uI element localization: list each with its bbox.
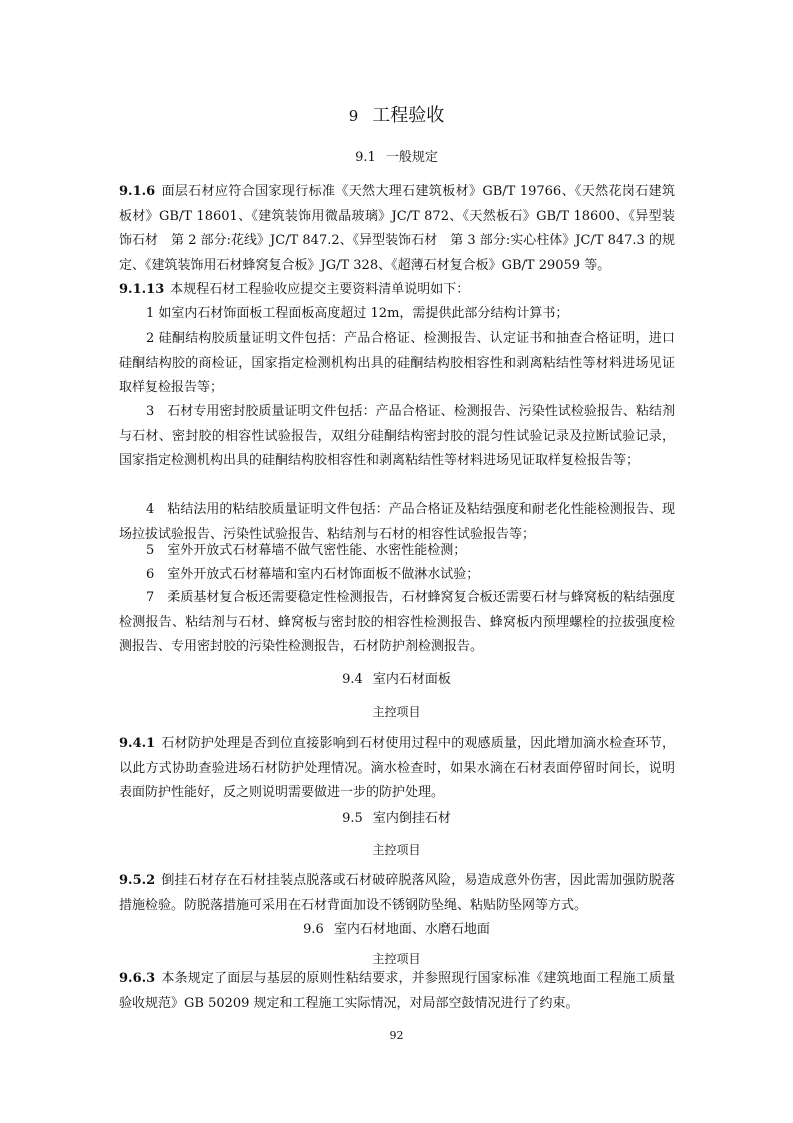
list-item-3: 3 石材专用密封胶质量证明文件包括：产品合格证、检测报告、污染性试检验报告、粘结剂与石材、密封胶的相容性试验报告，双组分硅酮结构密封胶的混匀性试验记录及拉断试验记录，国家指定检测机构出具的硅酮结构胶相容性和剥离粘结性等材料进场见证取样复检报告等； [119,404,675,469]
chapter-number: 9 [348,107,359,125]
page-number: 92 [389,1029,404,1042]
list-item-7: 7 柔质基材复合板还需要稳定性检测报告，石材蜂窝复合板还需要石材与蜂窝板的粘结强度检测报告、粘结剂与石材、蜂窝板与密封胶的相容性检测报告、蜂窝板内预埋螺栓的拉拔强度检测报告、专用密封胶的污染性检测报告，石材防护剂检测报告。 [119,590,675,655]
clause-9-1-13 [119,278,675,303]
section-title-text: 一般规定 [385,150,438,165]
section-number: 9.1 [355,150,376,165]
subsection-title: 主控项目 [372,705,421,719]
list-item-2: 2 硅酮结构胶质量证明文件包括：产品合格证、检测报告、认定证书和抽查合格证明，进口硅酮结构胶的商检证，国家指定检测机构出具的硅酮结构胶相容性和剥离粘结性等材料进场见证取样复检报告等； [119,331,675,396]
clause-number: 9.1.6 [119,184,156,199]
clause-9-1-6 [119,180,675,278]
chapter-title [0,104,793,128]
clause-number: 9.1.13 [119,282,165,297]
subsection-title: 主控项目 [372,843,421,857]
section-title-9-1 [0,149,793,167]
chapter-title-text: 工程验收 [372,105,445,126]
clause-text: 本规程石材工程验收应提交主要资料清单说明如下： [170,282,470,297]
subsection-title: 主控项目 [372,952,421,966]
section-number: 9.5 [342,811,363,826]
section-number: 9.4 [342,672,363,687]
section-title-9-6 [0,921,793,939]
section-title-text: 室内倒挂石材 [372,811,451,826]
clause-number: 9.6.3 [119,971,156,986]
clause-9-6-3 [119,967,675,1016]
clause-number: 9.4.1 [119,736,156,751]
section-title-text: 室内石材面板 [372,672,451,687]
section-title-9-4 [0,671,793,689]
clause-text: 倒挂石材存在石材挂装点脱落或石材破碎脱落风险，易造成意外伤害，因此需加强防脱落措施检验。防脱落措施可采用在石材背面加设不锈钢防坠绳、粘贴防坠网等方式。 [119,873,675,913]
clause-9-5-2 [119,869,675,918]
clause-text: 面层石材应符合国家现行标准《天然大理石建筑板材》GB/T 19766、《天然花岗石建筑板材》GB/T 18601、《建筑装饰用微晶玻璃》JC/T 872、《天然板石》GB/T 18600、《异型装饰石材 第 2 部分:花线》JC/T 847.2、《异型装饰石材 第 3 部分:实心柱体》JC/T 847.3 的规定、《建筑装饰用石材蜂窝复合板》JG/T 328、《超薄石材复合板》GB/T 29059 等。 [119,184,675,273]
section-title-text: 室内石材地面、水磨石地面 [333,922,490,937]
clause-number: 9.5.2 [119,873,156,888]
list-item-5: 5 室外开放式石材幕墙不做气密性能、水密性能检测； [146,543,467,558]
section-number: 9.6 [303,922,324,937]
section-title-9-5 [0,810,793,828]
list-item-1: 1 如室内石材饰面板工程面板高度超过 12m，需提供此部分结构计算书； [146,306,569,321]
clause-text: 本条规定了面层与基层的原则性粘结要求，并参照现行国家标准《建筑地面工程施工质量验收规范》GB 50209 规定和工程施工实际情况，对局部空鼓情况进行了约束。 [119,971,675,1011]
list-item-4: 4 粘结法用的粘结胶质量证明文件包括：产品合格证及粘结强度和耐老化性能检测报告、现场拉拔试验报告、污染性试验报告、粘结剂与石材的相容性试验报告等； [119,502,675,542]
clause-text: 石材防护处理是否到位直接影响到石材使用过程中的观感质量，因此增加滴水检查环节，以此方式协助查验进场石材防护处理情况。滴水检查时，如果水滴在石材表面停留时间长，说明表面防护性能好，反之则说明需要做进一步的防护处理。 [119,736,675,801]
clause-9-4-1 [119,732,675,806]
list-item-6: 6 室外开放式石材幕墙和室内石材饰面板不做淋水试验； [146,567,480,582]
